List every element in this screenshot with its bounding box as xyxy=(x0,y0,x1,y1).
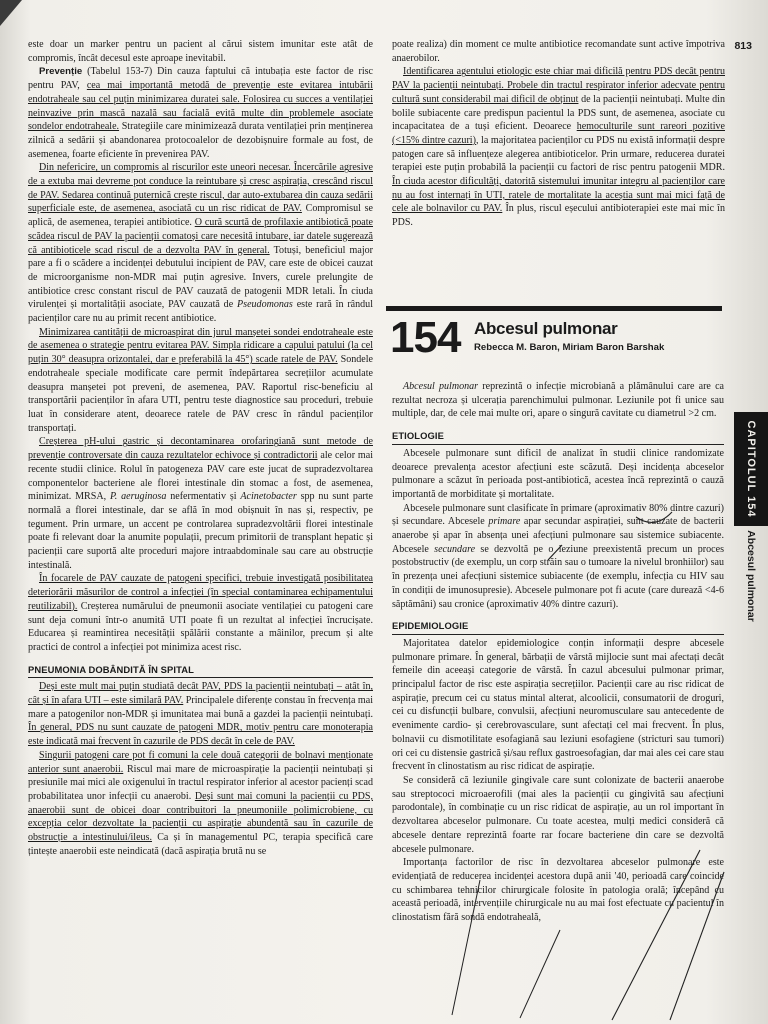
underlined-text: Din nefericire, un compromis al riscurilor este uneori necesar. xyxy=(39,162,291,174)
text: de la pacienții neintubați. Multe din bolile subiacente care predispun pacientul la PDS sunt, de asemenea, asociate cu incapacitatea de a tuși eficient. Deoarece xyxy=(392,93,725,133)
chapter-tab-label: CAPITOLUL 154 xyxy=(745,420,757,518)
page-number: 813 xyxy=(734,40,752,52)
chapter-tab-subtitle xyxy=(744,526,758,626)
section-heading-epidemiology xyxy=(392,619,724,635)
text: Sondele endotraheale speciale modificate care permit îndepărtarea secrețiilor acumulate deasupra manșetei pot preveni, de asemenea, PAV. Raportul risc-beneficiu al transportării pacienților în afara UTI, pentru teste diagnostice sau proceduri, trebuie luat în considerare atent, deoarece ratele de PAV cresc în rândul pacienților transportați. xyxy=(28,354,373,434)
section-heading-text: PNEUMONIA DOBÂNDITĂ ÎN SPITAL xyxy=(28,663,194,675)
text: , la majoritatea pacienților cu PDS nu există informații despre patogen care să influențeze alegerea antibioticelor. Prin urmare, reducerea duratei terapiei este puțin probabilă la pacienții cu factori de risc pentru patogenii MDR. xyxy=(392,134,725,174)
underlined-text: Singurii patogeni care pot fi comuni la cele două categorii de bolnavi menționate anterior sunt anaerobii. xyxy=(28,749,373,775)
underlined-text: Încercările agresive de a extuba mai devreme pot conduce la reintubare și cresc aspirația, crescând riscul de PAV. xyxy=(28,162,373,201)
heading-rule xyxy=(28,677,373,678)
text: Totuși, beneficiul major pare a fi o scădere a incidenței debutului incipient de PAV, care este de obicei cauzat de microorganisme non-MDR mai puțin agresive. Invers, curele prelungite de antibiotice cresc constant riscul de PAV cauzată de patogenii MDR letali. În ciuda virulenței și mortalității asociate, PAV cauzată de xyxy=(28,244,373,311)
underlined-text: Probele din tractul respirator inferior adecvate pentru cultură sunt considerabil mai dificil de obținut xyxy=(392,80,725,105)
left-column xyxy=(28,38,373,858)
chapter-number: 154 xyxy=(390,313,461,362)
text: (Tabelul 153-7) Din cauza faptului că intubația este factor de risc pentru PAV, xyxy=(28,66,373,92)
text: spp nu sunt parte normală a florei intestinale, dar se află în mod obișnuit în nas și, respectiv, pe tegument. Prin urmare, un accent pe controlarea supradezvoltării florei intestinale poate fi relevant doar la anumite populații, precum primitorii de transplant hepatic și pacienții care suportă alte proceduri majore intraabdominale sau care au obstrucție intestinală. xyxy=(28,491,373,571)
section-heading-hap xyxy=(28,663,373,679)
section-heading-etiology xyxy=(392,429,724,445)
section-heading-text: EPIDEMIOLOGIE xyxy=(392,620,469,632)
chapter-tab-subtitle-text: Abcesul pulmonar xyxy=(745,530,757,622)
chapter-rule xyxy=(386,306,722,311)
underlined-text: hemoculturile sunt rareori pozitive (<15% dintre cazuri) xyxy=(392,121,725,146)
italic-term: Acinetobacter xyxy=(240,491,297,503)
text: Principalele diferențe constau în frecvența mai mare a patogenilor non-MDR și imunitatea mai bună a gazdei la pacienții neintubați. xyxy=(28,695,373,720)
underlined-text: cea mai importantă metodă de prevenție este evitarea intubării endotraheale sau cel puțin minimizarea duratei sale. xyxy=(28,80,373,105)
text: Creșterea numărului de pneumonii asociate ventilației cu patogeni care sunt deja comuni într-o anumită UTI poate fi un rezultat al infecției încrucișate. Educarea și reamintirea necesității spălării constante a mâinilor, precum și alte practici de control a infecției pot minimiza acest risc. xyxy=(28,600,373,653)
paragraph xyxy=(392,65,725,229)
right-column-body xyxy=(392,380,724,925)
chapter-authors: Rebecca M. Baron, Miriam Baron Barshak xyxy=(474,342,665,353)
text: Ca și în managementul PC, terapia specifică care țintește anaerobii este neindicată (dacă aspirația brută nu se xyxy=(28,832,374,857)
paragraph: Importanța factorilor de risc în dezvoltarea abceselor pulmonare este evidențiată de reducerea incidenței acestora după anii '40, perioadă care coincide cu schimbarea tehnicilor chirurgicale folosite în patologia orală; începând cu această perioadă, intervențiile chirurgicale nu au mai fost efectuate cu pacientul în clinostatism fără sondă endotraheală, xyxy=(392,857,724,924)
paragraph xyxy=(28,749,373,859)
text: se dezvoltă pe o leziune preexistentă precum un proces postobstructiv (de exemplu, un corp străin sau o tumoare la nivelul bronhiilor) sau în prezența unei afecțiuni sistemice subiacente (de exemplu, infecția cu HIV sau în condiții de imunosupresie). Abcesele pulmonare pot fi acute (care durează <4-6 săptămâni) sau cronice (aproximativ 40% dintre cazuri). xyxy=(392,543,724,610)
italic-term: Pseudomonas xyxy=(237,299,293,311)
underlined-text: Folosirea cu succes a ventilației neinvazive prin mască nazală sau facială evită multe din problemele asociate sondelor endotraheale. xyxy=(28,93,373,133)
paragraph: poate realiza) din moment ce multe antibiotice recomandate sunt active împotriva anaerobilor. xyxy=(392,39,725,64)
text: nefermentativ și xyxy=(166,491,241,503)
text: În plus, riscul eșecului antibioterapiei este mai mic în PDS. xyxy=(392,203,725,229)
underlined-text: În ciuda acestor dificultăți, datorită sistemului imunitar integru al pacienților care nu au fost internați în UTI, ratele de mortalitate la aceștia sunt mai mici față de cele ale bolnavilor cu PAV. xyxy=(392,176,725,215)
text: Strategiile care minimizează durata ventilației prin menținerea zilnică a sedării și abandonarea protocoalelor de dezobișnuire formale au fost, de asemenea, foarte eficiente în prevenirea PAV. xyxy=(28,121,373,160)
underlined-text: Minimizarea cantității de microaspirat din jurul manșetei sondei endotraheale este de asemenea o strategie pentru evitarea PAV. xyxy=(28,326,373,352)
underlined-text: Deși sunt mai comuni la pacienții cu PDS, anaerobii sunt de obicei doar contribuitori la pneumoniile polimicrobiene, cu excepția celor dezvoltate la pacienții cu aspirație abundentă sau în cazurile de obstrucție a intestinului/ileus. xyxy=(28,790,373,844)
paragraph-intro xyxy=(392,380,724,421)
text: ale celor mai recente studii clinice. Rolul în patogeneza PAV care este jucat de supradezvoltarea componentelor bacteriene ale florei intestinale din stomac a fost, de asemenea, minimizat. MRSA, xyxy=(28,450,373,503)
paragraph: Abcesele pulmonare sunt dificil de analizat în studii clinice randomizate deoarece prevalența acestor afecțiuni este scăzută. Deși incidența abceselor pulmonare a scăzut în perioada post-antibiotică, acestea încă reprezintă o cauză importantă de morbiditate și mortalitate. xyxy=(392,447,724,500)
text: Abcesele pulmonare sunt clasificate în primare (aproximativ 80% dintre cazuri) și secundare. Abcesele xyxy=(392,502,724,528)
text: apar secundar aspirației, sunt cauzate de bacterii anaerobe și apar în absența unei afecțiuni pulmonare sau sistemice subiacente. Abcesele xyxy=(392,516,724,555)
text: Compromisul se aplică, de asemenea, terapiei antibiotice. xyxy=(28,203,374,229)
underlined-text: Simpla ridicare a capului patului (la cel puțin 30° deasupra orizontalei, dar e preferabilă la 45°) scade ratele de PAV. xyxy=(28,340,373,366)
run-in-heading: Prevenție xyxy=(39,66,83,78)
right-column-top xyxy=(392,38,725,230)
heading-rule xyxy=(392,444,724,445)
underlined-text: O cură scurtă de profilaxie antibiotică poate scădea riscul de PAV la pacienții comatoși care necesită intubare, iar datele sugerează că antibioticele scad riscul de a dezvolta PAV în general. xyxy=(28,217,373,256)
paragraph xyxy=(28,435,373,572)
paragraph: Se consideră că leziunile gingivale care sunt colonizate de bacterii anaerobe sau streptococi microaerofili (mai ales la pacienții cu gingivită sau afecțiuni parodontale), în combinație cu un risc ridicat de aspirație, au un rol important în dezvoltarea abceselor pulmonare. Cu toate acestea, mulți medici consideră că abcesele dentare reprezintă foarte rar focare bacteriene din care se dezvoltă abcesele pulmonare. xyxy=(392,774,724,855)
heading-rule xyxy=(392,634,724,635)
section-heading-text: ETIOLOGIE xyxy=(392,430,444,442)
paragraph: este doar un marker pentru un pacient al cărui sistem imunitar este atât de compromis, încât decesul este aproape inevitabil. xyxy=(28,39,373,64)
italic-term: secundare xyxy=(434,543,476,555)
chapter-header xyxy=(386,306,722,366)
chapter-title: Abcesul pulmonar xyxy=(474,319,618,338)
text: reprezintă o infecție microbiană a plămânului care are ca rezultat necroza și ulcerația parenchimului pulmonar. Leziunile pot fi unice sau multiple, dar, de cele mai multe ori, apare o singură cavitate cu diametrul >2 cm. xyxy=(392,381,725,420)
paragraph xyxy=(28,326,373,436)
underlined-text: Identificarea agentului etiologic este chiar mai dificilă pentru PDS decât pentru PAV la pacienții neintubați. xyxy=(392,66,725,92)
underlined-text: Creșterea pH-ului gastric și decontaminarea orofaringiană sunt metode de prevenție controversate din cauza rezultatelor echivoce și contradictorii xyxy=(28,436,373,462)
paragraph xyxy=(392,502,724,612)
paragraph-prevention xyxy=(28,65,373,161)
text: este rară în rândul pacienților care nu au primit recent antibiotice. xyxy=(28,299,373,325)
underlined-text: În general, PDS nu sunt cauzate de patogeni MDR, motiv pentru care monoterapia este indicată mai frecvent în cazurile de PDS decât în cele de PAV. xyxy=(28,722,373,748)
underlined-text: Sedarea continuă puternică crește riscul, dar auto-extubarea din cauza sedării superficiale este, de asemenea, asociată cu un risc ridicat de PAV. xyxy=(28,189,374,215)
paragraph: Majoritatea datelor epidemiologice conțin informații despre abcesele pulmonare primare. În general, bărbații de vârstă mijlocie sunt mai afectați decât femeile din aceeași categorie de vârstă. În cazul abcesului pulmonar primar, principalul factor de risc este aspirația secrețiilor. Pacienții care au risc ridicat de aspirație, precum cei cu status mintal alterat, alcoolicii, consumatorii de droguri, cei cu disfuncții bulbare, convulsii, afecțiuni neuromusculare sau antecedente de evenimente cardio- și cerebrovasculare, sunt afectați cel mai frecvent. În plus, bolnavii cu dismotilitate esofagiană sau leziuni esofagiene (stricturi sau tumori) ori cei cu distensie gastrică și/sau reflux gastroesofagian, dar mai ales cei care stau frecvent în clinostatism au risc ridicat de aspirație. xyxy=(392,637,724,773)
paragraph xyxy=(28,161,373,325)
chapter-tab xyxy=(734,412,768,526)
paragraph xyxy=(28,680,373,749)
italic-term: Abcesul pulmonar xyxy=(403,381,479,392)
paragraph xyxy=(28,572,373,654)
text: Riscul mai mare de microaspirație la pacienții neintubați și presiunile mai mici ale oxigenului în tractul respirator inferior al acestor pacienți scad probabilitatea unor infecții cu anaerobi. xyxy=(28,763,373,802)
italic-term: P. aeruginosa xyxy=(109,491,167,503)
italic-term: primare xyxy=(488,516,521,528)
underlined-text: Deși este mult mai puțin studiată decât PAV, PDS la pacienții neintubați – atât în, cât și în afara UTI – este similară PAV. xyxy=(28,681,373,707)
underlined-text: În focarele de PAV cauzate de patogeni specifici, trebuie investigată posibilitatea deteriorării măsurilor de control a infecției (în special contaminarea echipamentului reutilizabil). xyxy=(28,573,373,612)
page-corner-shadow xyxy=(0,0,22,26)
pen-stroke xyxy=(520,930,560,1018)
